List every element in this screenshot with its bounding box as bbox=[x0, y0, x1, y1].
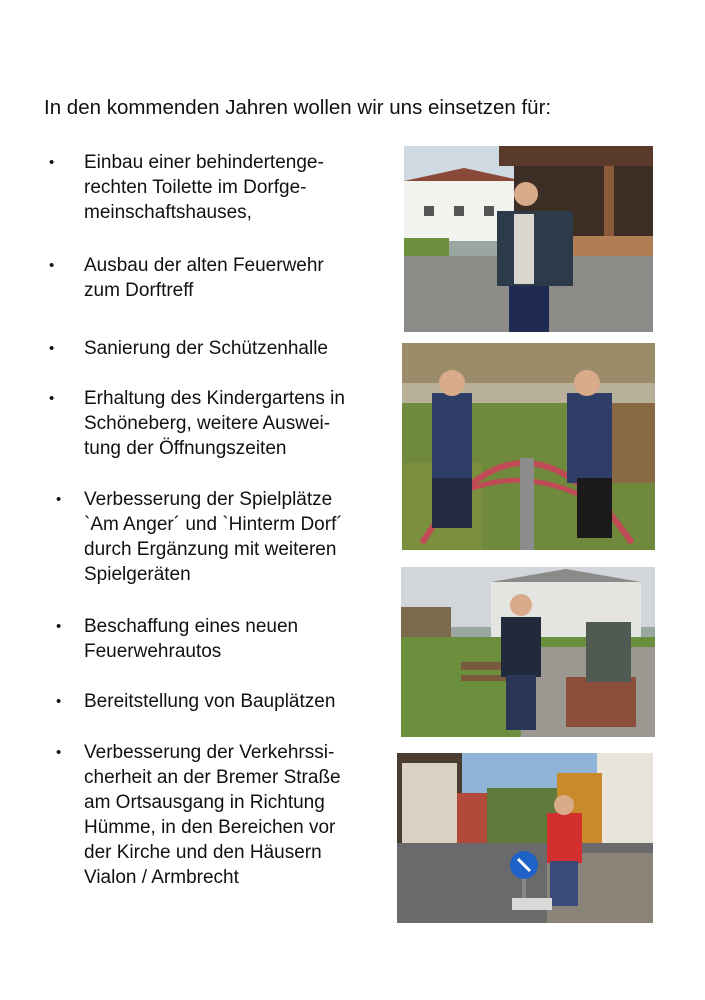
bullet: • bbox=[56, 491, 62, 508]
bullet: • bbox=[49, 390, 55, 407]
bullet: • bbox=[56, 744, 62, 761]
photo-community-house bbox=[404, 146, 653, 332]
bullet: • bbox=[49, 154, 55, 171]
bullet: • bbox=[49, 340, 55, 357]
list-item-text: Bereitstellung von Bauplätzen bbox=[84, 691, 336, 712]
photo-playground bbox=[402, 343, 655, 550]
list-item-text: Ausbau der alten Feuerwehr zum Dorftreff bbox=[84, 255, 324, 301]
list-item-text: Sanierung der Schützenhalle bbox=[84, 338, 329, 359]
list-item-text: Verbesserung der Spielplätze `Am Anger´ und `Hinterm Dorf´ durch Ergänzung mit weiteren Spielgeräten bbox=[84, 489, 343, 585]
list-item-text: Erhaltung des Kindergartens in Schöneberg, weitere Auswei- tung der Öffnungszeiten bbox=[84, 388, 345, 459]
list-item-text: Beschaffung eines neuen Feuerwehrautos bbox=[84, 616, 299, 662]
page-heading: In den kommenden Jahren wollen wir uns einsetzen für: bbox=[44, 96, 552, 119]
photo-square-statue bbox=[401, 567, 655, 737]
photo-street-sign bbox=[397, 753, 653, 923]
bullet: • bbox=[49, 257, 55, 274]
list-item-text: Einbau einer behindertenge- rechten Toilette im Dorfge- meinschaftshauses, bbox=[84, 152, 324, 223]
bullet: • bbox=[56, 618, 62, 635]
bullet: • bbox=[56, 693, 62, 710]
list-item-text: Verbesserung der Verkehrssi- cherheit an der Bremer Straße am Ortsausgang in Richtung Hümme, in den Bereichen vor der Kirche und den Häusern Vialon / Armbrecht bbox=[84, 742, 341, 888]
